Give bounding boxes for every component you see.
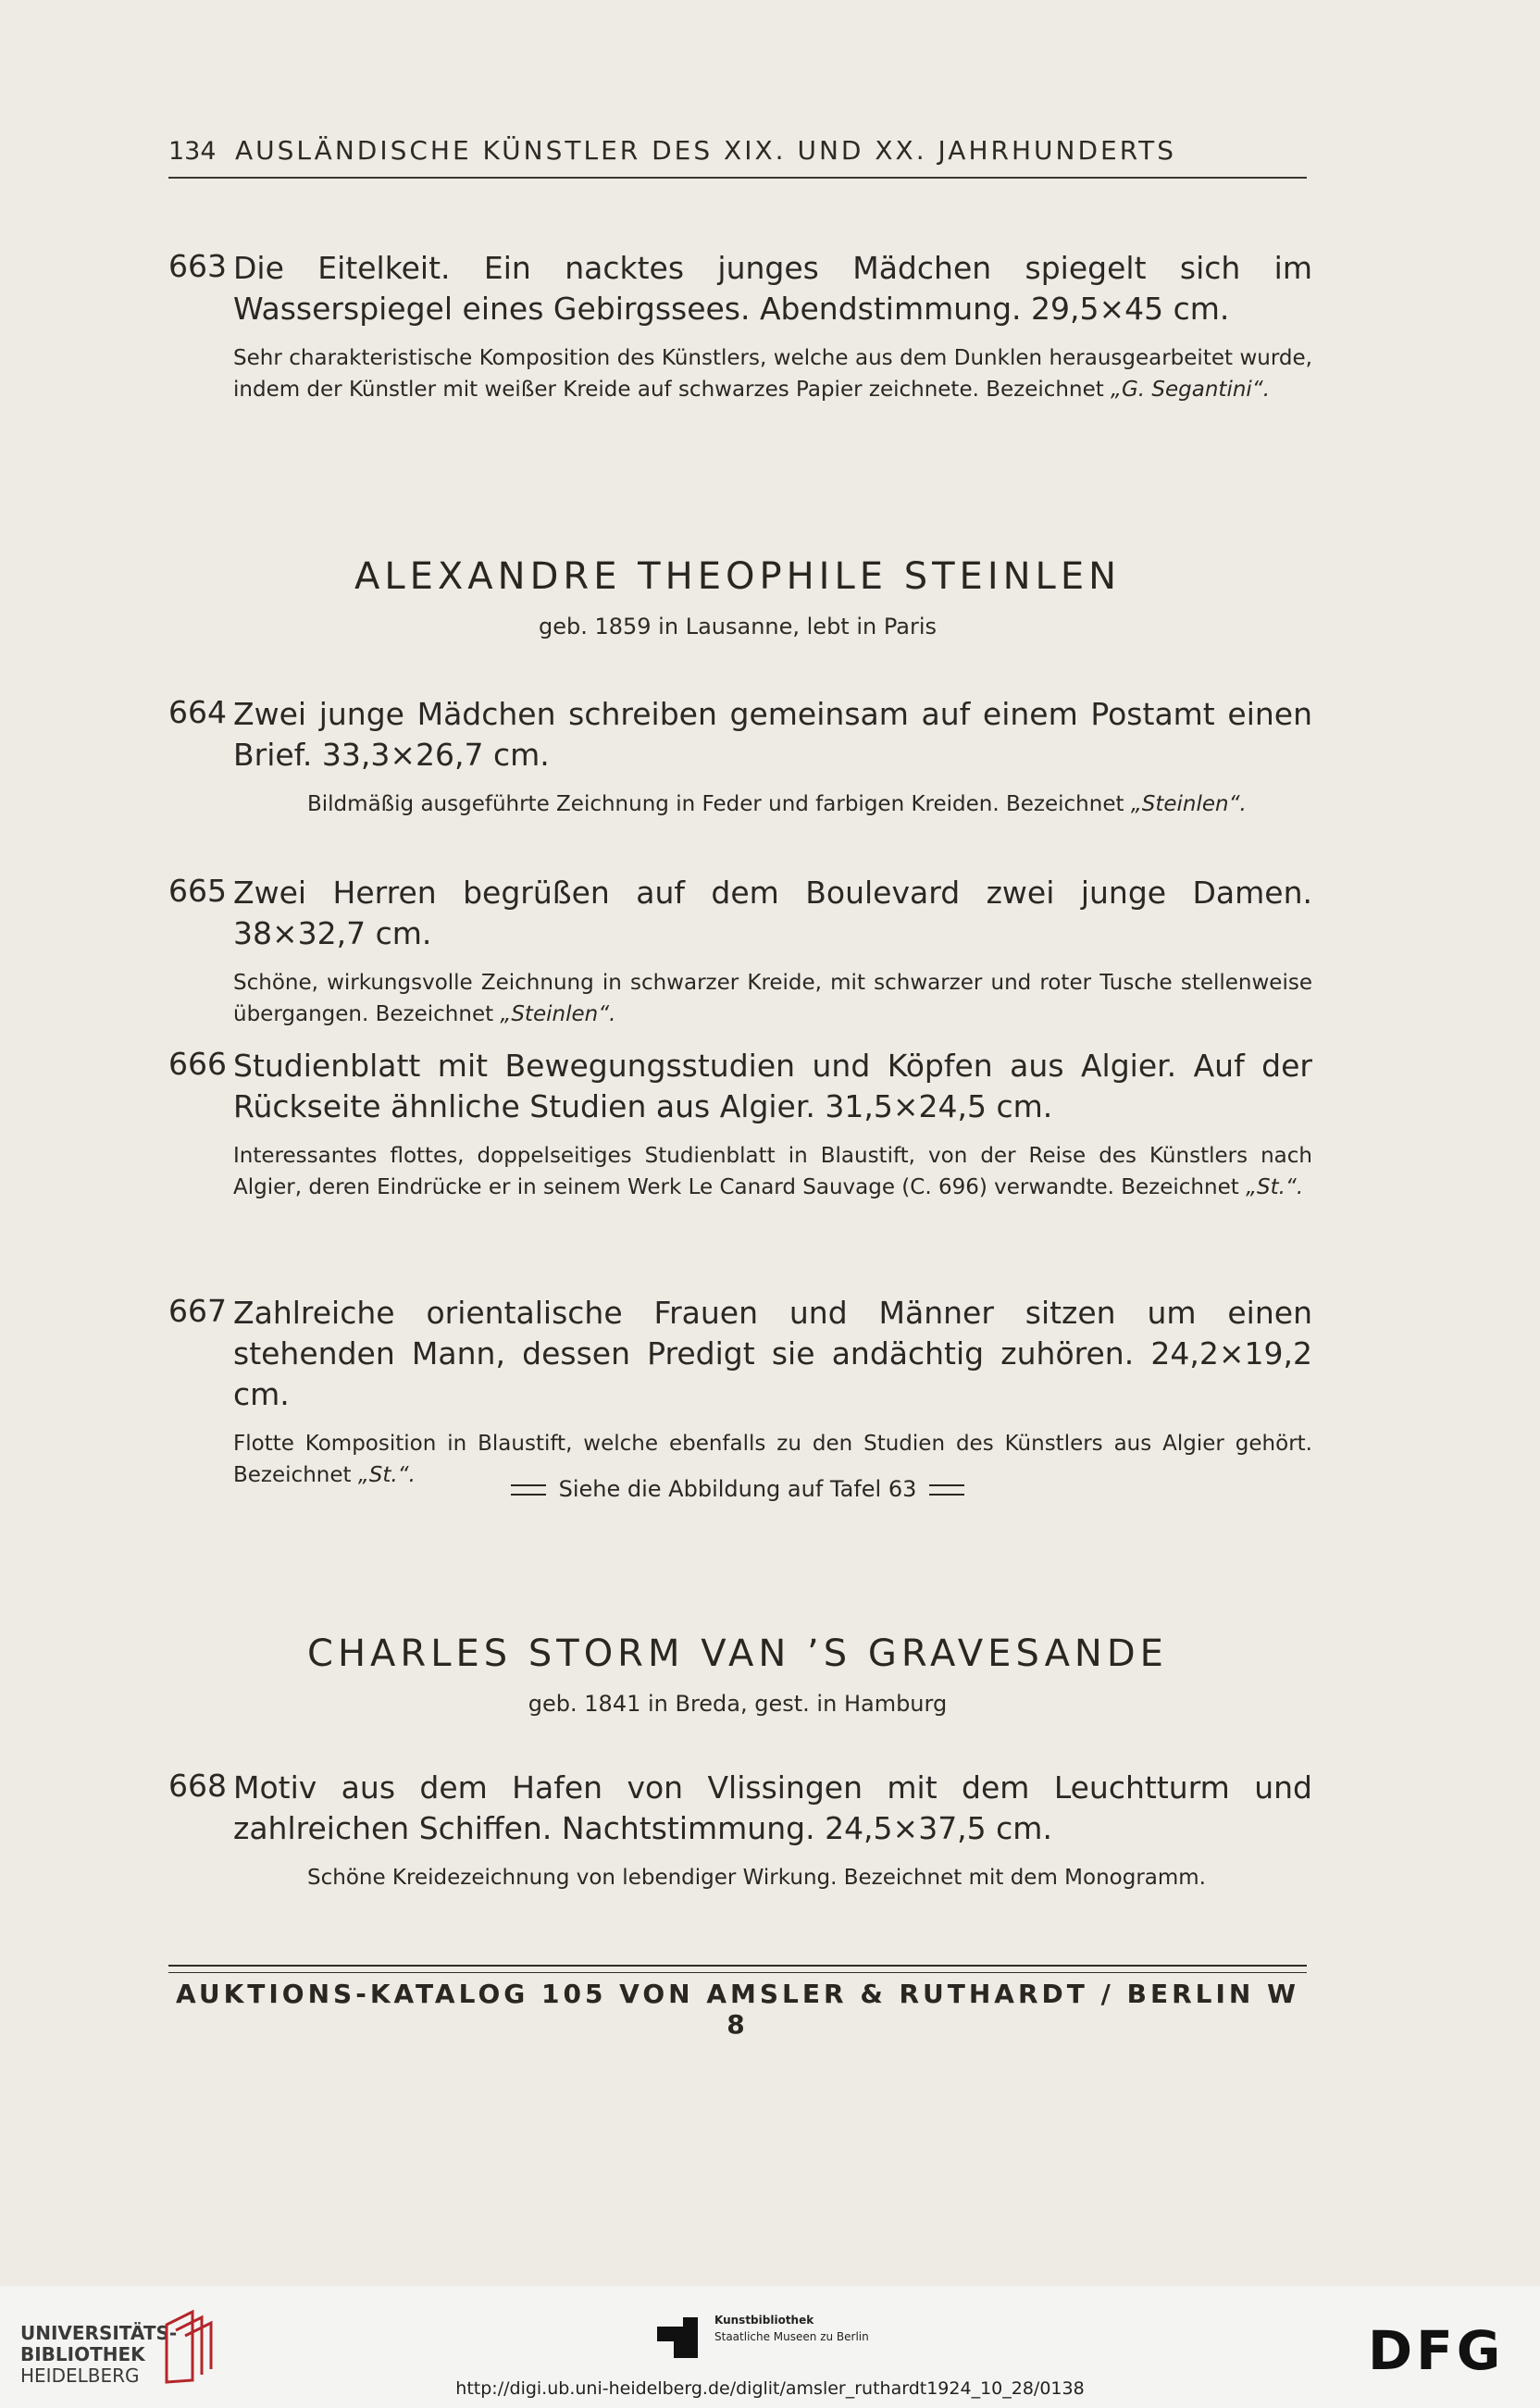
catalog-entry-665	[168, 873, 1312, 1030]
header-rule	[168, 177, 1307, 179]
entry-note-text: Interessantes flottes, doppelseitiges Studienblatt in Blaustift, von der Reise des Künstlers nach Algier, deren Eindrücke er in seinem Werk Le Canard Sauvage (C. 696) verwandte. Bezeichnet	[233, 1144, 1312, 1199]
entry-number: 667	[168, 1293, 227, 1329]
entry-title: Zwei Herren begrüßen auf dem Boulevard zwei junge Damen. 38×32,7 cm.	[233, 875, 1312, 951]
entry-note	[233, 1140, 1312, 1203]
entry-title: Motiv aus dem Hafen von Vlissingen mit dem Leuchtturm und zahlreichen Schiffen. Nachtstimmung. 24,5×37,5 cm.	[233, 1769, 1312, 1846]
ub-line1: UNIVERSITÄTS-	[20, 2322, 178, 2344]
artist-heading-steinlen: ALEXANDRE THEOPHILE STEINLEN	[354, 555, 1122, 598]
dfg-logo[interactable]: DFG	[1368, 2319, 1505, 2382]
catalog-entry-667	[168, 1293, 1312, 1491]
entry-note-text: Schöne Kreidezeichnung von lebendiger Wirkung. Bezeichnet mit dem Monogramm.	[307, 1866, 1206, 1890]
kb-line1: Kunstbibliothek	[714, 2314, 814, 2327]
catalog-entry-668	[168, 1768, 1312, 1893]
catalog-entry-664	[168, 694, 1312, 820]
entry-note-text: Flotte Komposition in Blaustift, welche ebenfalls zu den Studien des Künstlers aus Algier gehört. Bezeichnet	[233, 1432, 1312, 1487]
entry-signature: „St.“.	[357, 1463, 416, 1487]
entry-number: 663	[168, 248, 227, 284]
entry-signature: „Steinlen“.	[500, 1002, 616, 1026]
entry-title: Zwei junge Mädchen schreiben gemeinsam auf einem Postamt einen Brief. 33,3×26,7 cm.	[233, 696, 1312, 773]
footer-rule-thin	[168, 1972, 1307, 1973]
ub-line2: BIBLIOTHEK	[20, 2343, 145, 2365]
permalink-url[interactable]: http://digi.ub.uni-heidelberg.de/diglit/amsler_ruthardt1924_10_28/0138	[455, 2378, 1085, 2399]
entry-signature: „Steinlen“.	[1130, 792, 1247, 816]
double-dash-left	[511, 1484, 546, 1496]
entry-signature: „G. Segantini“.	[1111, 378, 1271, 402]
artist-heading-gravesande: CHARLES STORM VAN ’S GRAVESANDE	[307, 1632, 1168, 1675]
double-dash-right	[929, 1484, 964, 1496]
heidelberg-library-label[interactable]	[20, 2323, 177, 2387]
entry-note	[307, 1862, 1312, 1893]
catalog-entry-663	[168, 248, 1312, 405]
kunstbibliothek-text	[714, 2312, 955, 2345]
entry-signature: „St.“.	[1246, 1175, 1304, 1199]
running-header	[168, 135, 1307, 166]
entry-note-text: Schöne, wirkungsvolle Zeichnung in schwarzer Kreide, mit schwarzer und roter Tusche stellenweise übergangen. Bezeichnet	[233, 971, 1312, 1026]
plate-reference-text: Siehe die Abbildung auf Tafel 63	[558, 1476, 917, 1502]
running-title: AUSLÄNDISCHE KÜNSTLER DES XIX. UND XX. JAHRHUNDERTS	[235, 135, 1177, 166]
artist-life-gravesande: geb. 1841 in Breda, gest. in Hamburg	[528, 1691, 948, 1717]
artist-life-steinlen: geb. 1859 in Lausanne, lebt in Paris	[538, 614, 937, 639]
page-number: 134	[168, 137, 217, 166]
entry-number: 668	[168, 1768, 227, 1804]
entry-note	[307, 788, 1312, 820]
entry-note-text: Bildmäßig ausgeführte Zeichnung in Feder und farbigen Kreiden. Bezeichnet	[307, 792, 1131, 816]
entry-title: Zahlreiche orientalische Frauen und Männer sitzen um einen stehenden Mann, dessen Predigt sie andächtig zuhören. 24,2×19,2 cm.	[233, 1295, 1312, 1412]
entry-note	[233, 967, 1312, 1030]
catalog-footer: AUKTIONS-KATALOG 105 VON AMSLER & RUTHARDT / BERLIN W 8	[176, 1979, 1299, 2040]
catalog-entry-666	[168, 1046, 1312, 1203]
ub-line3: HEIDELBERG	[20, 2365, 140, 2387]
plate-reference	[168, 1476, 1307, 1502]
footer-rule	[168, 1965, 1307, 1967]
entry-title: Studienblatt mit Bewegungsstudien und Köpfen aus Algier. Auf der Rückseite ähnliche Studien aus Algier. 31,5×24,5 cm.	[233, 1048, 1312, 1124]
entry-title: Die Eitelkeit. Ein nacktes junges Mädchen spiegelt sich im Wasserspiegel eines Gebirgssees. Abendstimmung. 29,5×45 cm.	[233, 250, 1312, 327]
entry-note-text: Sehr charakteristische Komposition des Künstlers, welche aus dem Dunklen herausgearbeitet wurde, indem der Künstler mit weißer Kreide auf schwarzes Papier zeichnete. Bezeichnet	[233, 346, 1312, 402]
entry-number: 666	[168, 1046, 227, 1082]
heidelberg-logo-icon[interactable]	[159, 2308, 215, 2386]
entry-note	[233, 342, 1312, 405]
kunstbibliothek-logo-icon	[657, 2317, 698, 2358]
entry-number: 665	[168, 873, 227, 909]
entry-number: 664	[168, 694, 227, 730]
kb-line2: Staatliche Museen zu Berlin	[714, 2330, 869, 2343]
